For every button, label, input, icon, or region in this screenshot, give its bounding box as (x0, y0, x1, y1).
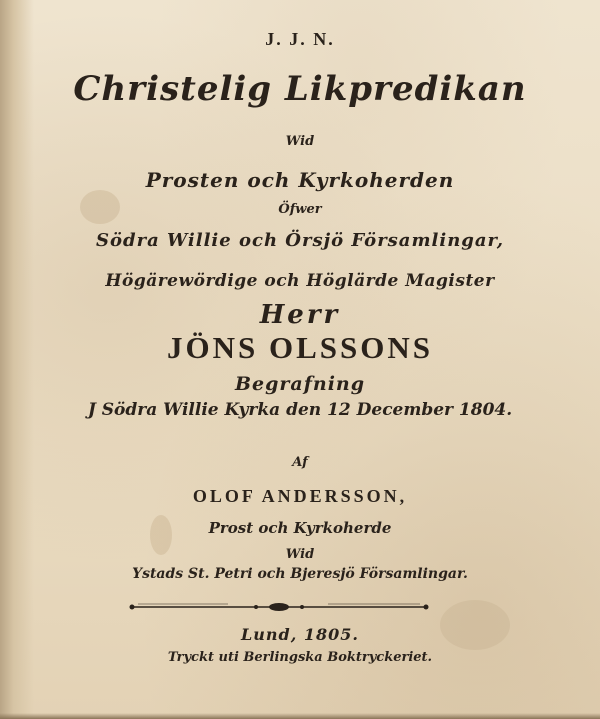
author-title: Prost och Kyrkoherde (208, 519, 392, 537)
page-bottom-edge (0, 713, 600, 719)
line-begrafning: Begrafning (234, 373, 366, 395)
line-wid-2: Wid (285, 547, 315, 562)
author-name: OLOF ANDERSSON, (192, 486, 408, 506)
document-title: Christelig Likpredikan (73, 69, 527, 109)
deceased-name: JÖNS OLSSONS (166, 330, 433, 365)
line-parishes: Södra Willie och Örsjö Församlingar, (96, 230, 504, 251)
line-ofwer: Öfwer (278, 202, 322, 217)
city-year: Lund, 1805. (241, 625, 359, 644)
line-honorific: Högärewördige och Höglärde Magister (105, 271, 495, 291)
author-parishes: Ystads St. Petri och Bjeresjö Församlingar. (132, 566, 468, 582)
line-wid: Wid (285, 134, 315, 149)
header-initials: J. J. N. (265, 29, 335, 49)
printer-line: Tryckt uti Berlingska Boktryckeriet. (167, 650, 433, 665)
line-af: Af (292, 455, 308, 470)
line-herr: Herr (259, 300, 341, 330)
line-place-date: J Södra Willie Kyrka den 12 December 1804. (87, 400, 513, 420)
ornamental-rule (128, 600, 430, 614)
line-proften: Prosten och Kyrkoherden (145, 168, 455, 192)
